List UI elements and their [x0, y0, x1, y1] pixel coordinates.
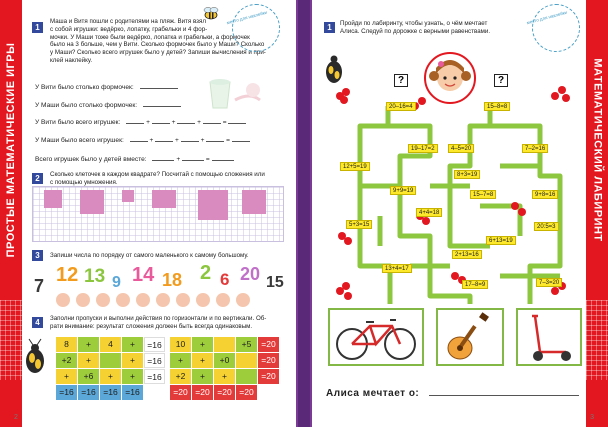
- maze-task-text: [340, 20, 540, 36]
- grid-cell: 4: [100, 337, 121, 352]
- sticker-placeholder: [532, 4, 580, 52]
- grid-cell: =16: [144, 337, 165, 352]
- left-page: [0, 0, 298, 427]
- task1-line: мочки. У Маши тоже были ведёрко, лопатка и грабельки, а формочек: [50, 33, 250, 41]
- grid-cell: +: [214, 369, 235, 384]
- answer-circle[interactable]: [236, 293, 250, 307]
- choice-bicycle[interactable]: [328, 308, 424, 366]
- maze-equation[interactable]: 9+9=19: [390, 186, 416, 195]
- pink-square: [198, 190, 228, 220]
- maze-equation[interactable]: 5+3=15: [346, 220, 372, 229]
- answer-circle[interactable]: [76, 293, 90, 307]
- grid-cell: +: [192, 369, 213, 384]
- bee-icon: [196, 4, 226, 22]
- sticker-placeholder-label: место для наклейки: [226, 9, 268, 26]
- maze-equation[interactable]: 8+3=19: [454, 170, 480, 179]
- task1-line: с собой игрушки: ведёрко, лопатку, грабельки и 4 фор-: [50, 25, 208, 33]
- number-item: 12: [56, 264, 79, 286]
- plus-sign: +: [146, 119, 150, 126]
- left-side-title: ПРОСТЫЕ МАТЕМАТИЧЕСКИЕ ИГРЫ: [5, 42, 17, 258]
- row-masha-molds: [35, 101, 181, 109]
- maze-task-line: Алиса. Следуй по дорожке с верными равенствами.: [340, 27, 491, 35]
- maze-equation[interactable]: 20–16=4: [386, 102, 416, 111]
- answer-blank[interactable]: [228, 118, 246, 124]
- grid-cell: =20: [214, 385, 235, 400]
- answer-blank[interactable]: [182, 155, 204, 161]
- page-number: 2: [14, 414, 18, 421]
- grid-cell: =20: [258, 369, 279, 384]
- number-item: 20: [240, 264, 261, 284]
- answer-label: Алиса мечтает о:: [326, 388, 420, 399]
- answer-blank[interactable]: [203, 118, 221, 124]
- grid-cell: +2: [170, 369, 191, 384]
- row-vitya-molds: [35, 83, 178, 91]
- answer-blank[interactable]: [152, 118, 170, 124]
- alisa-portrait: [424, 50, 476, 106]
- answer-blank[interactable]: [429, 390, 579, 396]
- row-vitya-toys: [35, 118, 246, 126]
- right-page: [310, 0, 608, 427]
- answer-circle[interactable]: [116, 293, 130, 307]
- maze-equation[interactable]: 4–5=20: [448, 144, 474, 153]
- grid-cell: +: [100, 369, 121, 384]
- grid-cell: +2: [56, 353, 77, 368]
- grid-cell: =20: [170, 385, 191, 400]
- pink-square: [242, 190, 266, 214]
- scooter-icon: [518, 310, 580, 364]
- number-item: 18: [162, 270, 183, 290]
- plus-sign: +: [171, 119, 176, 126]
- grid-cell: +: [78, 337, 99, 352]
- grid-cell: =16: [100, 385, 121, 400]
- plus-sign: +: [200, 137, 205, 144]
- maze-equation[interactable]: 15–7=8: [470, 190, 496, 199]
- beetle-icon: [20, 338, 50, 378]
- sticker-placeholder-label: место для наклейки: [526, 9, 568, 26]
- answer-blank[interactable]: [140, 83, 178, 89]
- task1-text: [50, 18, 266, 65]
- answer-circle[interactable]: [156, 293, 170, 307]
- maze-equation[interactable]: 7–3=20: [536, 278, 562, 287]
- plus-sign: +: [175, 137, 179, 144]
- grid-cell: +: [122, 353, 143, 368]
- guitar-icon: [438, 310, 502, 364]
- maze-equation[interactable]: 2+13=16: [452, 250, 482, 259]
- answer-circle[interactable]: [176, 293, 190, 307]
- question-box-right: ?: [494, 74, 508, 87]
- grid-cell: 10: [170, 337, 191, 352]
- plus-sign: +: [197, 119, 202, 126]
- equals-sign: =: [205, 156, 210, 163]
- answer-blank[interactable]: [232, 136, 250, 142]
- task2-line: Сколько клеточек в каждом квадрате? Посчитай с помощью сложения или: [50, 171, 265, 178]
- pink-square: [152, 190, 176, 208]
- grid-cell: =20: [192, 385, 213, 400]
- choice-guitar[interactable]: [436, 308, 504, 366]
- maze-equation[interactable]: 15–8=8: [484, 102, 510, 111]
- task2-line: с помощью умножения.: [50, 178, 118, 186]
- answer-circle[interactable]: [96, 293, 110, 307]
- number-item: 9: [112, 274, 121, 291]
- answer-blank[interactable]: [212, 155, 234, 161]
- right-side-title: МАТЕМАТИЧЕСКИЙ ЛАБИРИНТ: [591, 58, 603, 242]
- row-label: У Вити было столько формочек:: [35, 84, 134, 91]
- number-item: 14: [132, 264, 155, 286]
- answer-blank[interactable]: [130, 136, 148, 142]
- answer-circle[interactable]: [216, 293, 230, 307]
- row-masha-toys: [35, 136, 250, 144]
- number-item: 2: [200, 262, 212, 284]
- grid-cell: =16: [56, 385, 77, 400]
- grid-cell: +: [56, 369, 77, 384]
- maze-equation[interactable]: 4+4=18: [416, 208, 442, 217]
- number-item: 15: [266, 274, 284, 291]
- plus-sign: +: [176, 156, 181, 163]
- task1-line: Маша и Витя пошли с родителями на пляж. Витя взял: [50, 18, 206, 25]
- grid-cell: =16: [122, 385, 143, 400]
- answer-circle[interactable]: [56, 293, 70, 307]
- grid-cell: =16: [78, 385, 99, 400]
- grid-cell: +: [122, 337, 143, 352]
- equals-sign: =: [226, 137, 230, 144]
- left-side-band: [0, 0, 22, 427]
- grid-cell: +: [122, 369, 143, 384]
- grid-cell-empty[interactable]: [236, 353, 257, 368]
- right-side-strip: [586, 300, 608, 380]
- grid-cell: +: [192, 353, 213, 368]
- question-box-left: ?: [394, 74, 408, 87]
- row-label: У Маши было столько формочек:: [35, 102, 138, 109]
- pink-square: [122, 190, 134, 202]
- maze-task-line: Пройди по лабиринту, чтобы узнать, о чём мечтает: [340, 20, 488, 27]
- maze-equation[interactable]: 6+13=19: [486, 236, 516, 245]
- grid-cell: +: [78, 353, 99, 368]
- maze-equation[interactable]: 20:5=3: [534, 222, 559, 231]
- grid-cell-empty[interactable]: [100, 353, 121, 368]
- sticker-placeholder: [232, 4, 280, 52]
- number-item: 6: [220, 270, 230, 289]
- maze-equation[interactable]: 7–2=16: [522, 144, 548, 153]
- grid-cell-empty[interactable]: [214, 337, 235, 352]
- task4-line: рати внимание: результат сложения должен быть всегда одинаковым.: [50, 322, 253, 330]
- answer-blank[interactable]: [152, 155, 174, 161]
- grid-cell: +: [170, 353, 191, 368]
- number-item: 7: [34, 276, 45, 296]
- row-label: Всего игрушек было у детей вместе:: [35, 156, 147, 163]
- task1-line: было на 3 больше, чем у Вити. Сколько формочек было у Маши? Сколько: [50, 41, 265, 49]
- maze-equation[interactable]: 12+5=19: [340, 162, 370, 171]
- answer-blank[interactable]: [181, 136, 199, 142]
- maze-equation[interactable]: 9+8=16: [532, 190, 558, 199]
- answer-circle[interactable]: [136, 293, 150, 307]
- row-label: У Вити было всего игрушек:: [35, 119, 121, 126]
- grid-cell: =20: [236, 385, 257, 400]
- answer-blank[interactable]: [143, 101, 181, 107]
- row-total-toys: [35, 155, 234, 163]
- answer-blank[interactable]: [177, 118, 195, 124]
- grid-cell: 8: [56, 337, 77, 352]
- grid-cell: =16: [144, 369, 165, 384]
- task3-number: 3: [32, 250, 43, 261]
- row-label: У Маши было всего игрушек:: [35, 137, 124, 144]
- task2-number: 2: [32, 173, 43, 184]
- task1-line: у Маши? Сколько всего игрушек было у детей? Запиши вычисления и при-: [50, 49, 266, 57]
- grid-cell: +: [192, 337, 213, 352]
- grid-cell: +5: [236, 337, 257, 352]
- pink-square: [44, 190, 62, 208]
- grid-cell-empty[interactable]: [236, 369, 257, 384]
- grid-cell: +6: [78, 369, 99, 384]
- pink-square: [80, 190, 104, 214]
- task1-number: 1: [32, 22, 43, 33]
- task3-text: Запиши числа по порядку от самого маленького к самому большому.: [50, 252, 249, 259]
- answer-blank[interactable]: [206, 136, 224, 142]
- task4-number: 4: [32, 317, 43, 328]
- answer-circle[interactable]: [196, 293, 210, 307]
- maze-equation[interactable]: 19–17=2: [408, 144, 438, 153]
- maze-equation[interactable]: 17–8=9: [462, 280, 488, 289]
- maze-equation[interactable]: 13+4=17: [382, 264, 412, 273]
- right-side-band: [586, 0, 608, 427]
- answer-blank[interactable]: [155, 136, 173, 142]
- answer-blank[interactable]: [126, 118, 144, 124]
- task2-text: [50, 171, 290, 187]
- grid-cell: +0: [214, 353, 235, 368]
- answer-line: [326, 388, 579, 399]
- task4-text: [50, 315, 295, 331]
- grid-cell: =20: [258, 337, 279, 352]
- maze-task-number: 1: [324, 22, 335, 33]
- number-item: 13: [84, 266, 106, 287]
- beach-toys-illustration: [205, 70, 265, 115]
- grid-cell: =20: [258, 353, 279, 368]
- task1-line: клей наклейку.: [50, 56, 93, 64]
- grid-cell: =16: [144, 353, 165, 368]
- choice-scooter[interactable]: [516, 308, 582, 366]
- plus-sign: +: [149, 137, 154, 144]
- bicycle-icon: [330, 310, 422, 364]
- page-number: 3: [590, 414, 594, 421]
- equals-sign: =: [222, 119, 227, 126]
- left-side-strip: [0, 300, 22, 380]
- task4-line: Заполни пропуски и выполни действия по горизонтали и по вертикали. Об-: [50, 315, 267, 322]
